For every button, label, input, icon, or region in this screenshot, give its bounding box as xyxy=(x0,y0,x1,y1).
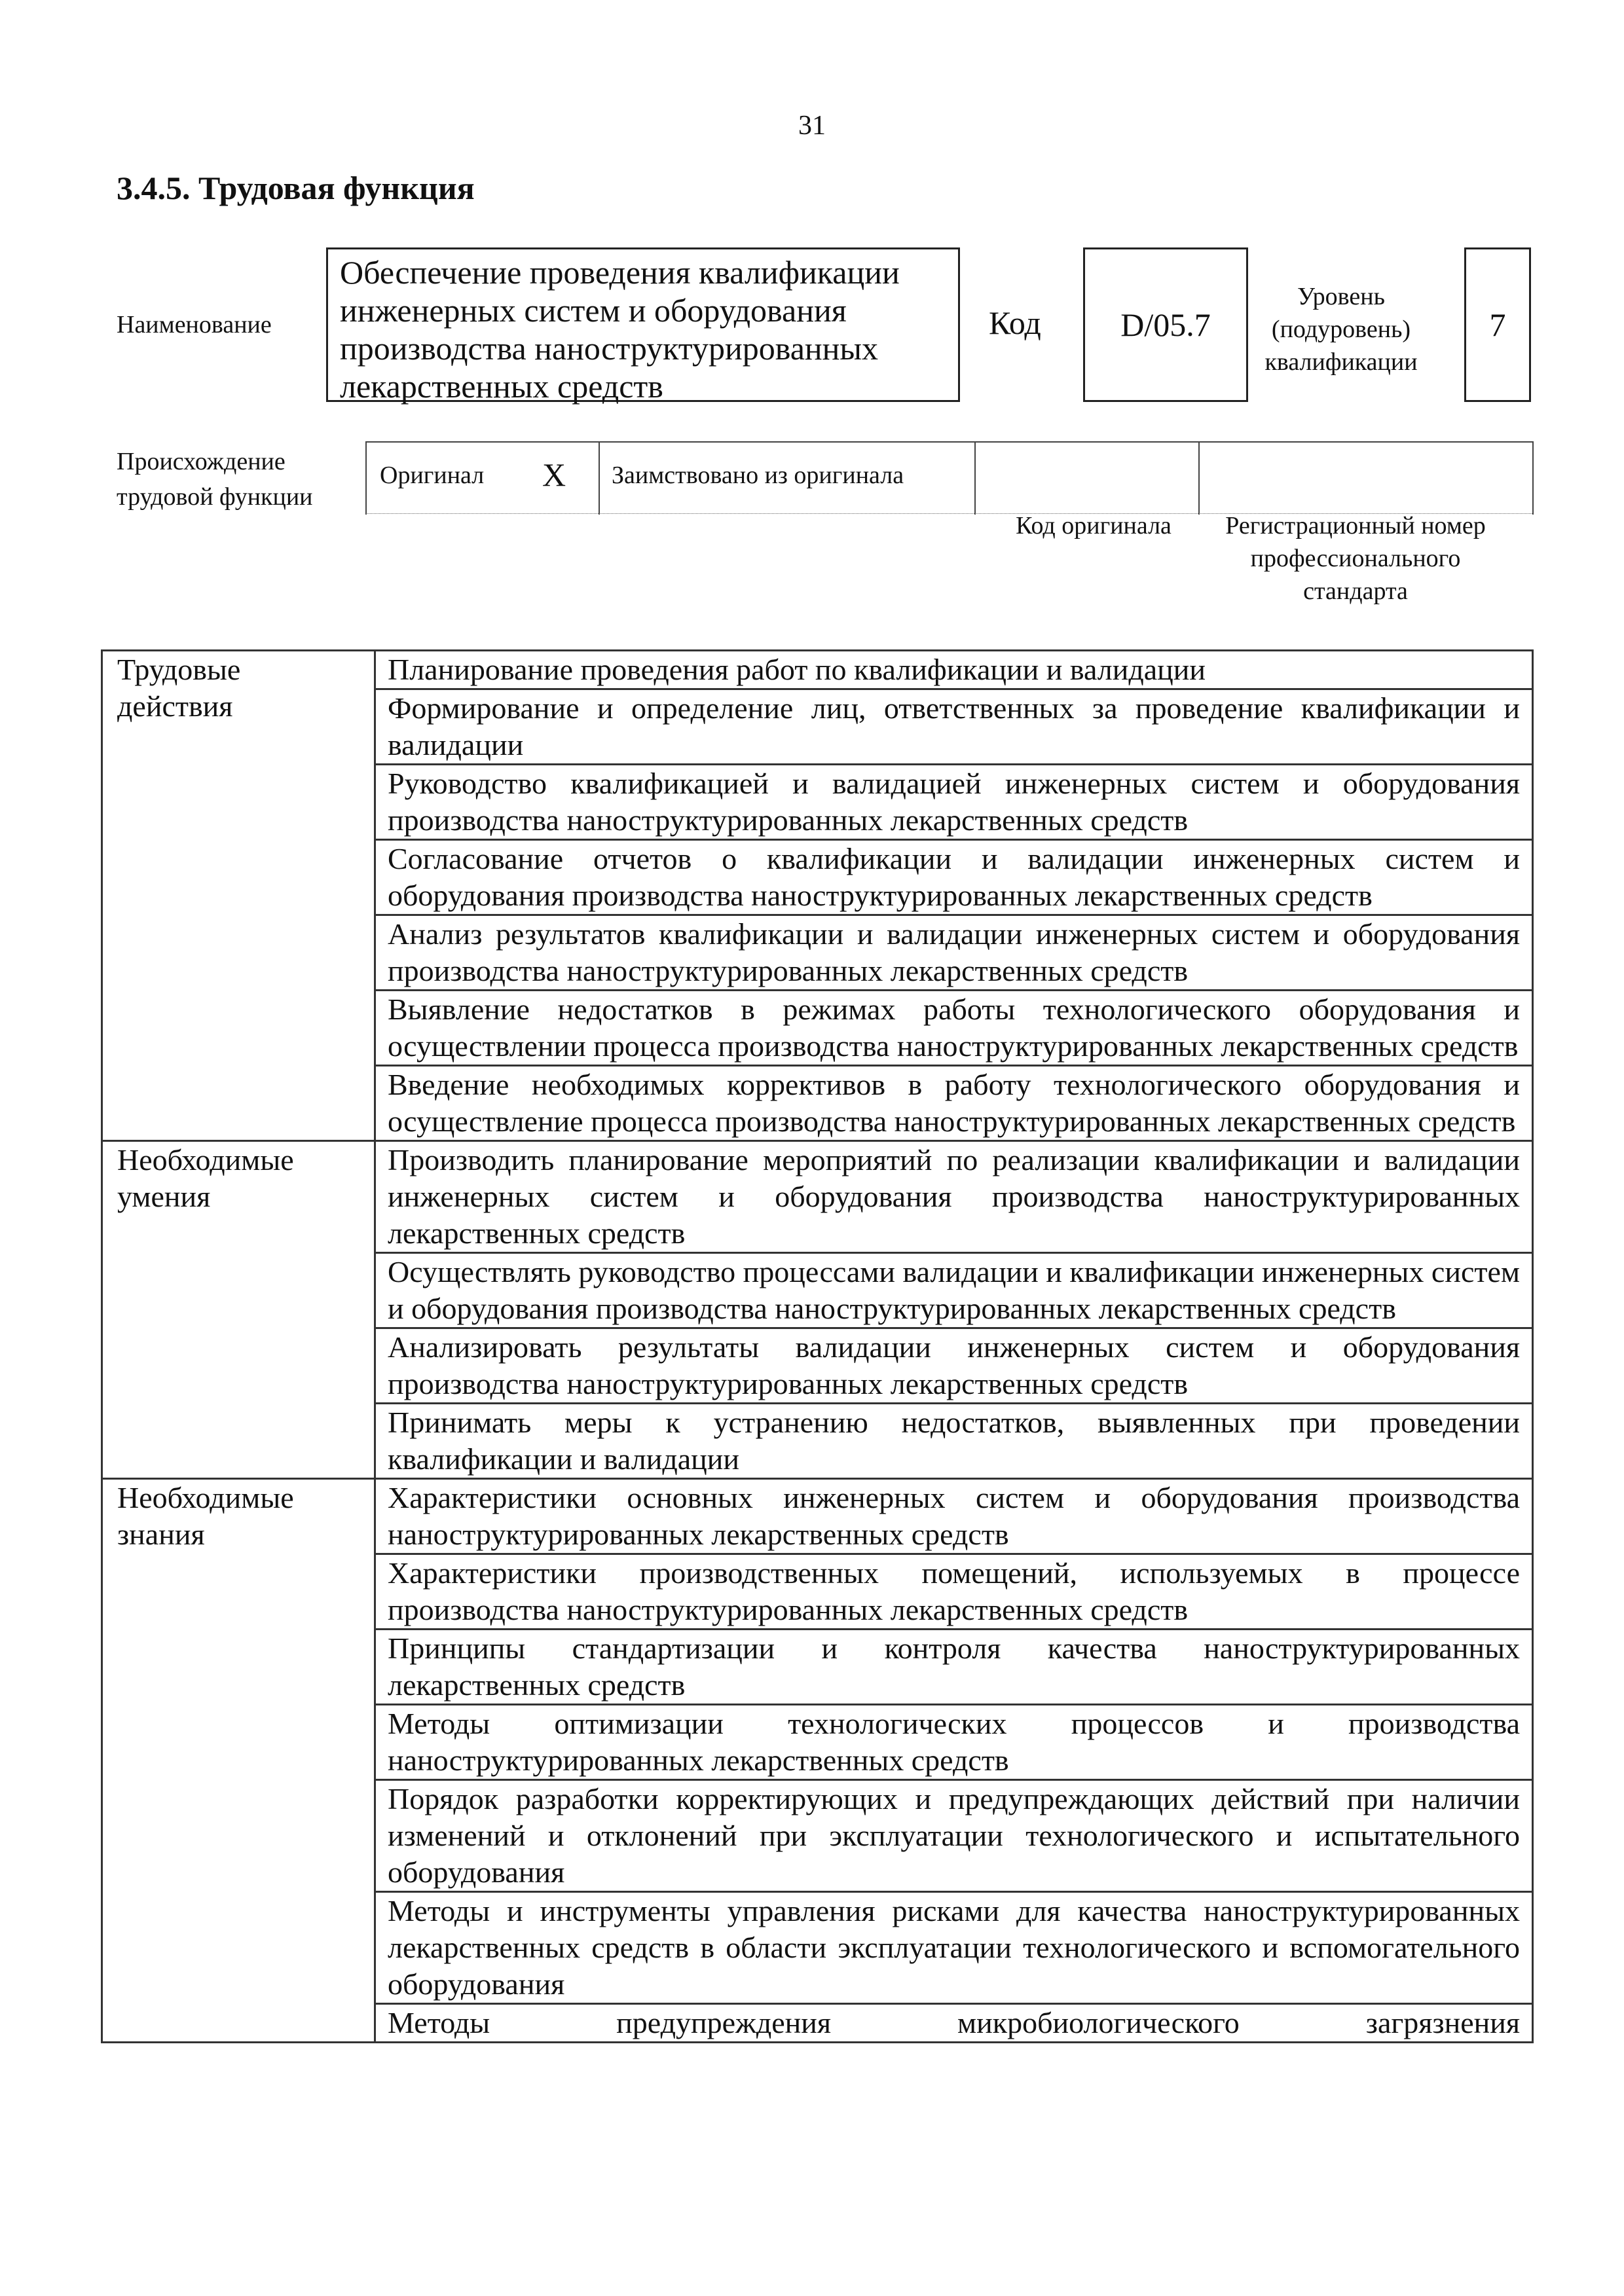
table-cell: Принципы стандартизации и контроля качества наноструктурированных лекарственных средств xyxy=(375,1630,1533,1705)
table-cell: Формирование и определение лиц, ответственных за проведение квалификации и валидации xyxy=(375,689,1533,765)
level-value-box xyxy=(1464,247,1531,402)
table-row xyxy=(102,1479,1533,1554)
table-cell: Производить планирование мероприятий по реализации квалификации и валидации инженерных систем и оборудования производства наноструктурированных лекарственных средств xyxy=(375,1141,1533,1253)
category-skills: Необходимые умения xyxy=(102,1141,375,1479)
table-cell: Принимать меры к устранению недостатков, выявленных при проведении квалификации и валидации xyxy=(375,1404,1533,1479)
level-value: 7 xyxy=(1489,306,1506,343)
origin-divider xyxy=(365,441,367,515)
page-number: 31 xyxy=(798,111,826,141)
origin-divider xyxy=(599,441,600,515)
original-label: Оригинал xyxy=(380,462,485,489)
function-name-box xyxy=(326,247,960,405)
table-cell: Методы и инструменты управления рисками для качества наноструктурированных лекарственных средств в области эксплуатации технологического и вспомогательного оборудования xyxy=(375,1892,1533,2004)
origin-divider xyxy=(974,441,976,515)
table-cell: Введение необходимых коррективов в работу технологического оборудования и осуществление процесса производства наноструктурированных лекарственных средств xyxy=(375,1066,1533,1141)
category-knowledge: Необходимые знания xyxy=(102,1479,375,2043)
function-name-text: Обеспечение проведения квалификации инженерных систем и оборудования производства наноструктурированных лекарственных средств xyxy=(340,254,900,405)
table-cell: Характеристики производственных помещений, используемых в процессе производства наноструктурированных лекарственных средств xyxy=(375,1554,1533,1630)
table-cell: Руководство квалификацией и валидацией инженерных систем и оборудования производства наноструктурированных лекарственных средств xyxy=(375,765,1533,840)
table-cell: Порядок разработки корректирующих и предупреждающих действий при наличии изменений и отклонений при эксплуатации технологического и испытательного оборудования xyxy=(375,1780,1533,1892)
section-title: 3.4.5. Трудовая функция xyxy=(117,170,475,206)
table-cell: Согласование отчетов о квалификации и валидации инженерных систем и оборудования производства наноструктурированных лекарственных средств xyxy=(375,840,1533,915)
table-cell: Методы оптимизации технологических процессов и производства наноструктурированных лекарственных средств xyxy=(375,1705,1533,1780)
origin-row xyxy=(365,441,1534,515)
origin-divider xyxy=(1532,441,1534,515)
origin-label: Происхождение трудовой функции xyxy=(117,448,313,511)
name-label: Наименование xyxy=(117,311,272,338)
origin-divider xyxy=(1198,441,1200,515)
table-cell: Анализировать результаты валидации инженерных систем и оборудования производства наноструктурированных лекарственных средств xyxy=(375,1328,1533,1404)
code-label: Код xyxy=(989,304,1041,341)
table-cell: Анализ результатов квалификации и валидации инженерных систем и оборудования производства наноструктурированных лекарственных средств xyxy=(375,915,1533,991)
borrowed-label: Заимствовано из оригинала xyxy=(612,462,904,489)
code-value-box xyxy=(1083,247,1248,402)
table-cell: Осуществлять руководство процессами валидации и квалификации инженерных систем и оборудования производства наноструктурированных лекарственных средств xyxy=(375,1253,1533,1328)
function-table xyxy=(101,649,1534,2043)
table-cell: Планирование проведения работ по квалификации и валидации xyxy=(375,651,1533,689)
registration-caption: Регистрационный номер профессионального стандарта xyxy=(1225,512,1486,605)
table-row xyxy=(102,1141,1533,1253)
category-labor-actions: Трудовые действия xyxy=(102,651,375,1141)
table-cell: Характеристики основных инженерных систем и оборудования производства наноструктурированных лекарственных средств xyxy=(375,1479,1533,1554)
original-mark: X xyxy=(542,456,566,493)
original-code-caption: Код оригинала xyxy=(1016,512,1172,539)
origin-top-border xyxy=(365,441,1534,443)
table-row xyxy=(102,651,1533,689)
level-label: Уровень (подуровень) квалификации xyxy=(1264,283,1418,376)
code-value: D/05.7 xyxy=(1120,306,1211,343)
table-cell: Методы предупреждения микробиологического загрязнения xyxy=(375,2004,1533,2043)
table-cell: Выявление недостатков в режимах работы технологического оборудования и осуществлении процесса производства наноструктурированных лекарственных средств xyxy=(375,991,1533,1066)
